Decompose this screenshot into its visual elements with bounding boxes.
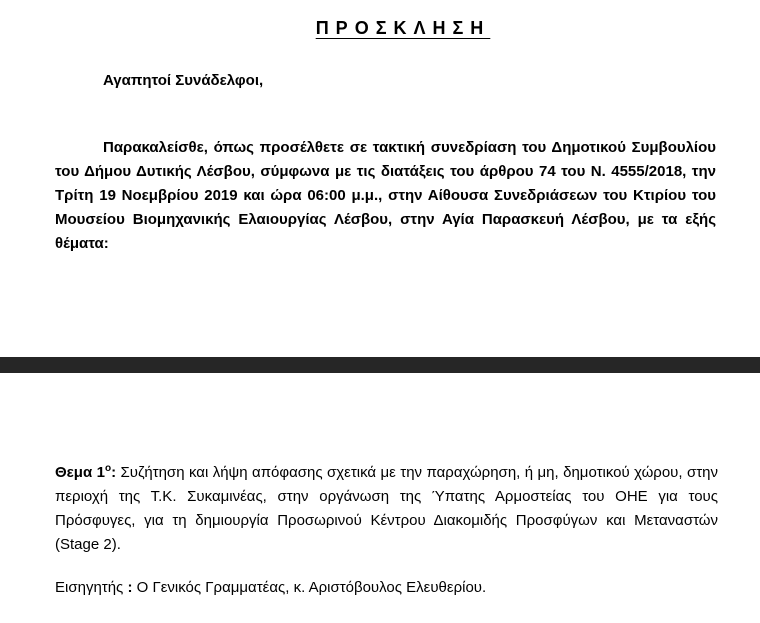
greeting: Αγαπητοί Συνάδελφοι, — [103, 72, 264, 89]
invitation-paragraph: Παρακαλείσθε, όπως προσέλθετε σε τακτική συνεδρίαση του Δημοτικού Συμβουλίου του Δήμου Δυτικής Λέσβου, σύμφωνα με τις διατάξεις του άρθρου 74 του Ν. 4555/2018, την Τρίτη 19 Νοεμβρίου 2019 και ώρα 06:00 μ.μ., στην Αίθουσα Συνεδριάσεων του Κτιρίου του Μουσείου Βιομηχανικής Ελαιουργίας Λέσβου, στην Αγία Παρασκευή Λέσβου, με τα εξής θέματα: — [55, 139, 716, 252]
topic-label-text: Θεμα 1 — [55, 464, 105, 481]
rapporteur-colon: : — [127, 579, 133, 596]
topic-ordinal-suffix: ο — [104, 463, 112, 474]
document-title: ΠΡΟΣΚΛΗΣΗ — [315, 18, 491, 38]
rapporteur-name: Ο Γενικός Γραμματέας, κ. Αριστόβουλος Ελευθερίου. — [132, 579, 487, 596]
topic-label-colon: : — [111, 464, 117, 481]
rapporteur-label: Εισηγητής — [55, 579, 128, 596]
section-divider — [0, 357, 760, 373]
rapporteur-line — [55, 576, 486, 600]
topic-label — [55, 464, 116, 481]
topic-description: Συζήτηση και λήψη απόφασης σχετικά με την παραχώρηση, ή μη, δημοτικού χώρου, στην περιοχή της Τ.Κ. Συκαμινέας, στην οργάνωση της Ύπατης Αρμοστείας του ΟΗΕ για τους Πρόσφυγες, για τη δημιουργία Προσωρινού Κέντρου Διακομιδής Προσφύγων και Μεταναστών (Stage 2). — [55, 464, 719, 553]
agenda-topic-1 — [55, 461, 718, 557]
